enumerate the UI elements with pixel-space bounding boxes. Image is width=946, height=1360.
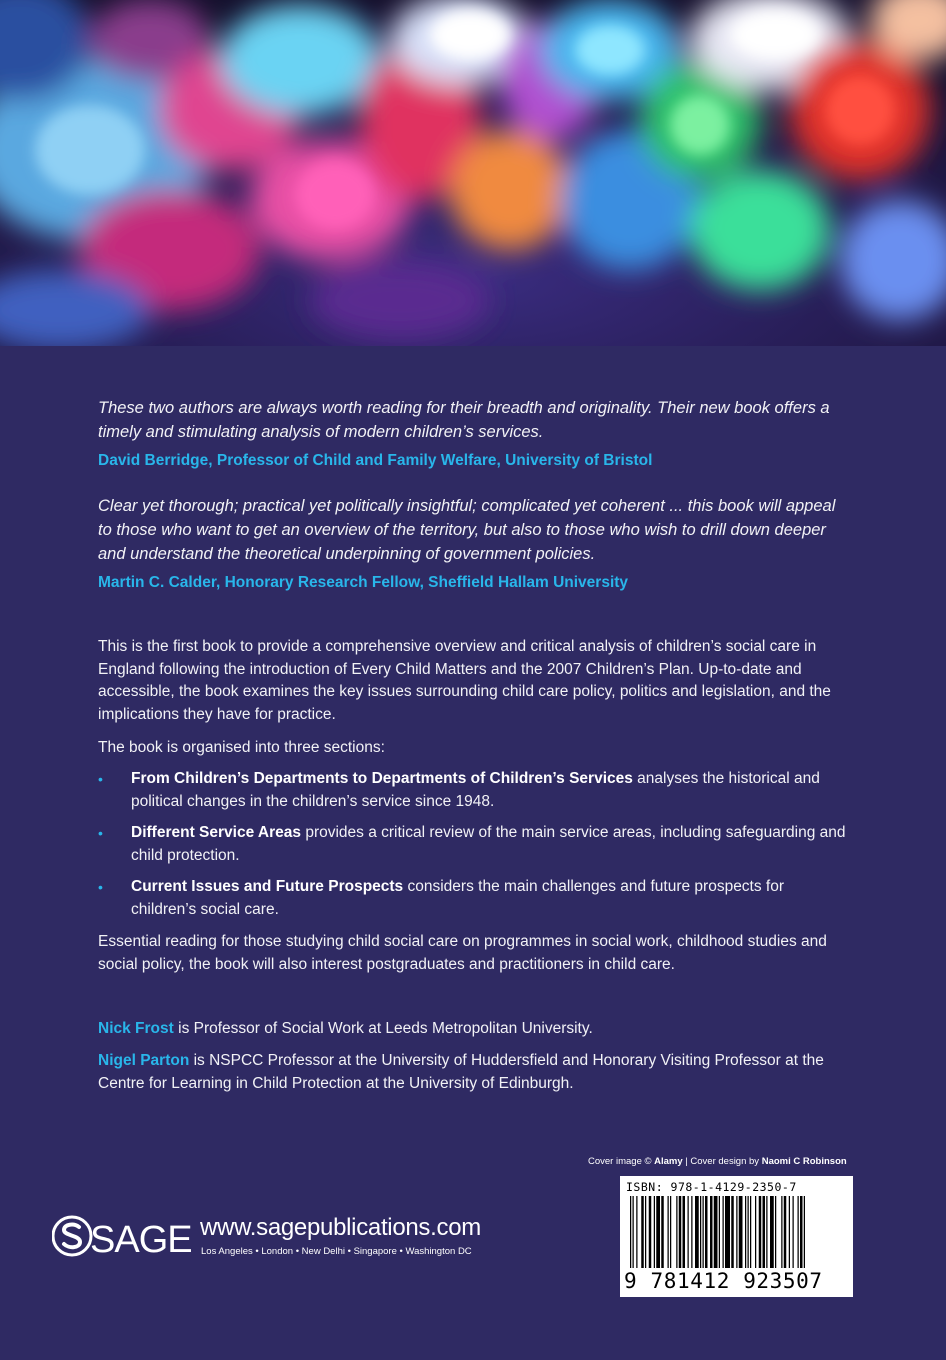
review-attribution: Martin C. Calder, Honorary Research Fellow, Sheffield Hallam University xyxy=(98,574,629,591)
section-text: provides a critical review of the main service areas, including safeguarding and child protection. xyxy=(131,824,846,864)
blurred-lights-image xyxy=(0,0,946,346)
barcode-bar xyxy=(763,1196,766,1268)
sage-logo xyxy=(52,1214,192,1258)
barcode-bar xyxy=(668,1196,669,1268)
review-quote: These two authors are always worth reading for their breadth and originality. Their new book offers a timely and stimulating analysis of modern children’s services. xyxy=(98,399,830,441)
barcode-bar xyxy=(804,1196,805,1268)
barcode-bar xyxy=(710,1196,713,1268)
barcode-bar xyxy=(670,1196,671,1268)
review-quote: Clear yet thorough; practical yet politically insightful; complicated yet coherent ... this book will appeal to those who want to get an overview of the territory, but also to those who wish to drill down deeper and understand the theoretical underpinning of government policies. xyxy=(98,497,836,563)
book-description: This is the first book to provide a comprehensive overview and critical analysis of children’s social care in England following the introduction of Every Child Matters and the 2007 Children’s Plan. Up-to-date and accessible, the book examines the key issues surrounding child care policy, politics and legislation, and the implications they have for practice. xyxy=(98,638,831,723)
barcode-bar xyxy=(781,1196,782,1268)
author-bio xyxy=(98,1018,850,1041)
barcode-bar xyxy=(676,1196,677,1268)
section-text: analyses the historical and political changes in the children’s service since 1948. xyxy=(131,770,820,810)
section-text: considers the main challenges and future prospects for children’s social care. xyxy=(131,878,785,918)
barcode-bar xyxy=(784,1196,787,1268)
barcode-bar xyxy=(719,1196,720,1268)
barcode-bar xyxy=(656,1196,660,1268)
barcode-bar xyxy=(691,1196,692,1268)
barcode-bar xyxy=(641,1196,644,1268)
barcode-bar xyxy=(800,1196,803,1268)
barcode-bar xyxy=(654,1196,655,1268)
barcode-bar xyxy=(736,1196,737,1268)
barcode-bar xyxy=(725,1196,730,1268)
cover-photo xyxy=(0,0,946,346)
barcode-bar xyxy=(798,1196,799,1268)
barcode-bar xyxy=(633,1196,634,1268)
section-bullet xyxy=(98,876,850,921)
barcode-bar xyxy=(759,1196,762,1268)
section-bullet xyxy=(98,768,850,813)
barcode-bar xyxy=(636,1196,637,1268)
barcode-bar xyxy=(766,1196,767,1268)
barcode-bar xyxy=(630,1196,631,1268)
barcode-bar xyxy=(775,1196,776,1268)
author-name: Nigel Parton xyxy=(98,1052,190,1069)
barcode-bar xyxy=(661,1196,664,1268)
isbn-label: ISBN: 978-1-4129-2350-7 xyxy=(626,1180,797,1194)
barcode-bar xyxy=(645,1196,646,1268)
author-bio-text: is Professor of Social Work at Leeds Metropolitan University. xyxy=(173,1020,593,1037)
publisher-url[interactable]: www.sagepublications.com xyxy=(200,1214,481,1241)
sections-intro: The book is organised into three sections: xyxy=(98,739,385,756)
publisher-cities: Los Angeles • London • New Delhi • Singapore • Washington DC xyxy=(201,1246,472,1257)
author-bio xyxy=(98,1050,850,1095)
review-attribution: David Berridge, Professor of Child and Family Welfare, University of Bristol xyxy=(98,452,653,469)
barcode-bar xyxy=(731,1196,734,1268)
image-source: Alamy xyxy=(654,1156,683,1167)
designer-name: Naomi C Robinson xyxy=(761,1156,847,1167)
sage-logo-text: SAGE xyxy=(90,1219,192,1258)
barcode xyxy=(620,1176,853,1297)
bullet-marker: • xyxy=(98,825,103,841)
barcode-bar xyxy=(770,1196,774,1268)
barcode-bar xyxy=(723,1196,724,1268)
barcode-bar xyxy=(695,1196,699,1268)
barcode-bar xyxy=(703,1196,704,1268)
barcode-bar xyxy=(739,1196,743,1268)
barcode-bar xyxy=(705,1196,708,1268)
barcode-bar xyxy=(679,1196,682,1268)
barcode-bar xyxy=(755,1196,756,1268)
barcode-bar xyxy=(745,1196,746,1268)
author-name: Nick Frost xyxy=(98,1020,174,1037)
barcode-bar xyxy=(750,1196,751,1268)
barcode-bar xyxy=(714,1196,718,1268)
section-title: From Children’s Departments to Departments of Children’s Services xyxy=(131,770,633,787)
barcode-bar xyxy=(748,1196,749,1268)
barcode-bar xyxy=(683,1196,686,1268)
barcode-bars xyxy=(626,1196,848,1270)
bullet-marker: • xyxy=(98,879,103,895)
barcode-digits: 9 781412 923507 xyxy=(624,1269,823,1293)
cover-credits: Cover image © Alamy | Cover design by Naomi C Robinson xyxy=(588,1156,847,1167)
barcode-bar xyxy=(700,1196,701,1268)
bullet-marker: • xyxy=(98,771,103,787)
section-title: Current Issues and Future Prospects xyxy=(131,878,404,895)
barcode-bar xyxy=(789,1196,790,1268)
section-bullet xyxy=(98,822,850,867)
author-bio-text: is NSPCC Professor at the University of Huddersfield and Honorary Visiting Professor at the Centre for Learning in Child Protection at the University of Edinburgh. xyxy=(98,1052,824,1092)
closing-paragraph: Essential reading for those studying child social care on programmes in social work, childhood studies and social policy, the book will also interest postgraduates and practitioners in child care. xyxy=(98,933,827,973)
section-title: Different Service Areas xyxy=(131,824,302,841)
barcode-bar xyxy=(649,1196,652,1268)
barcode-bar xyxy=(793,1196,794,1268)
barcode-bar xyxy=(688,1196,689,1268)
